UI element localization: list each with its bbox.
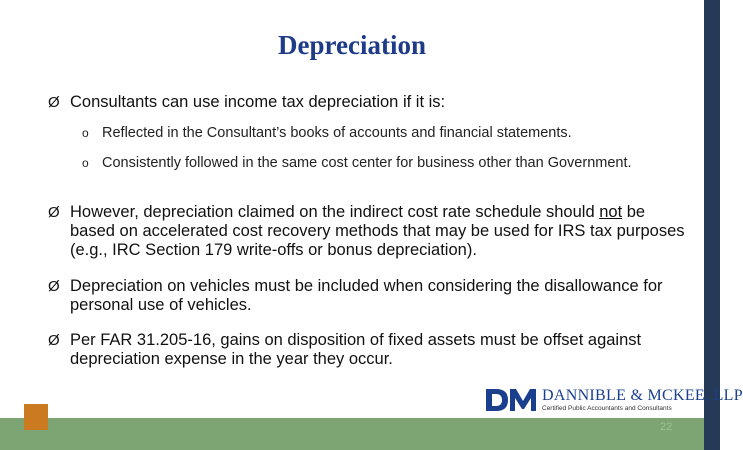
- circle-bullet-icon: o: [82, 156, 89, 170]
- arrow-bullet-icon: Ø: [48, 278, 60, 295]
- bullet-text: Per FAR 31.205-16, gains on disposition of fixed assets must be offset against depreciation expense in the year they occur.: [70, 331, 642, 368]
- logo-tagline: Certified Public Accountants and Consultants: [542, 405, 672, 412]
- page-number: 22: [660, 421, 673, 433]
- company-logo: [486, 387, 743, 417]
- bullet-text-part: be based on accelerated cost recovery methods that may be used for IRS tax purposes (e.g., IRC Section 179 write-offs or bonus depreciation).: [70, 203, 685, 259]
- sub-bullet-text: Consistently followed in the same cost center for business other than Government.: [102, 155, 632, 171]
- slide-title: Depreciation: [278, 30, 426, 60]
- right-accent-bar: [704, 0, 720, 450]
- bullet-text: Depreciation on vehicles must be included when considering the disallowance for personal use of vehicles.: [70, 277, 663, 314]
- circle-bullet-icon: o: [82, 126, 89, 140]
- footer-bar: [0, 418, 704, 450]
- bullet-text: Consultants can use income tax depreciation if it is:: [70, 93, 446, 111]
- accent-square: [24, 404, 48, 430]
- arrow-bullet-icon: Ø: [48, 332, 60, 349]
- sub-bullet-text: Reflected in the Consultant’s books of accounts and financial statements.: [102, 125, 572, 141]
- arrow-bullet-icon: Ø: [48, 204, 60, 221]
- underlined-word: not: [599, 203, 623, 221]
- arrow-bullet-icon: Ø: [48, 94, 60, 111]
- logo-company-name: DANNIBLE & MCKEE, LLP: [542, 387, 743, 404]
- bullet-text: [70, 203, 688, 260]
- dm-logo-icon: [486, 387, 538, 413]
- bullet-text-part: However, depreciation claimed on the indirect cost rate schedule should: [70, 203, 600, 221]
